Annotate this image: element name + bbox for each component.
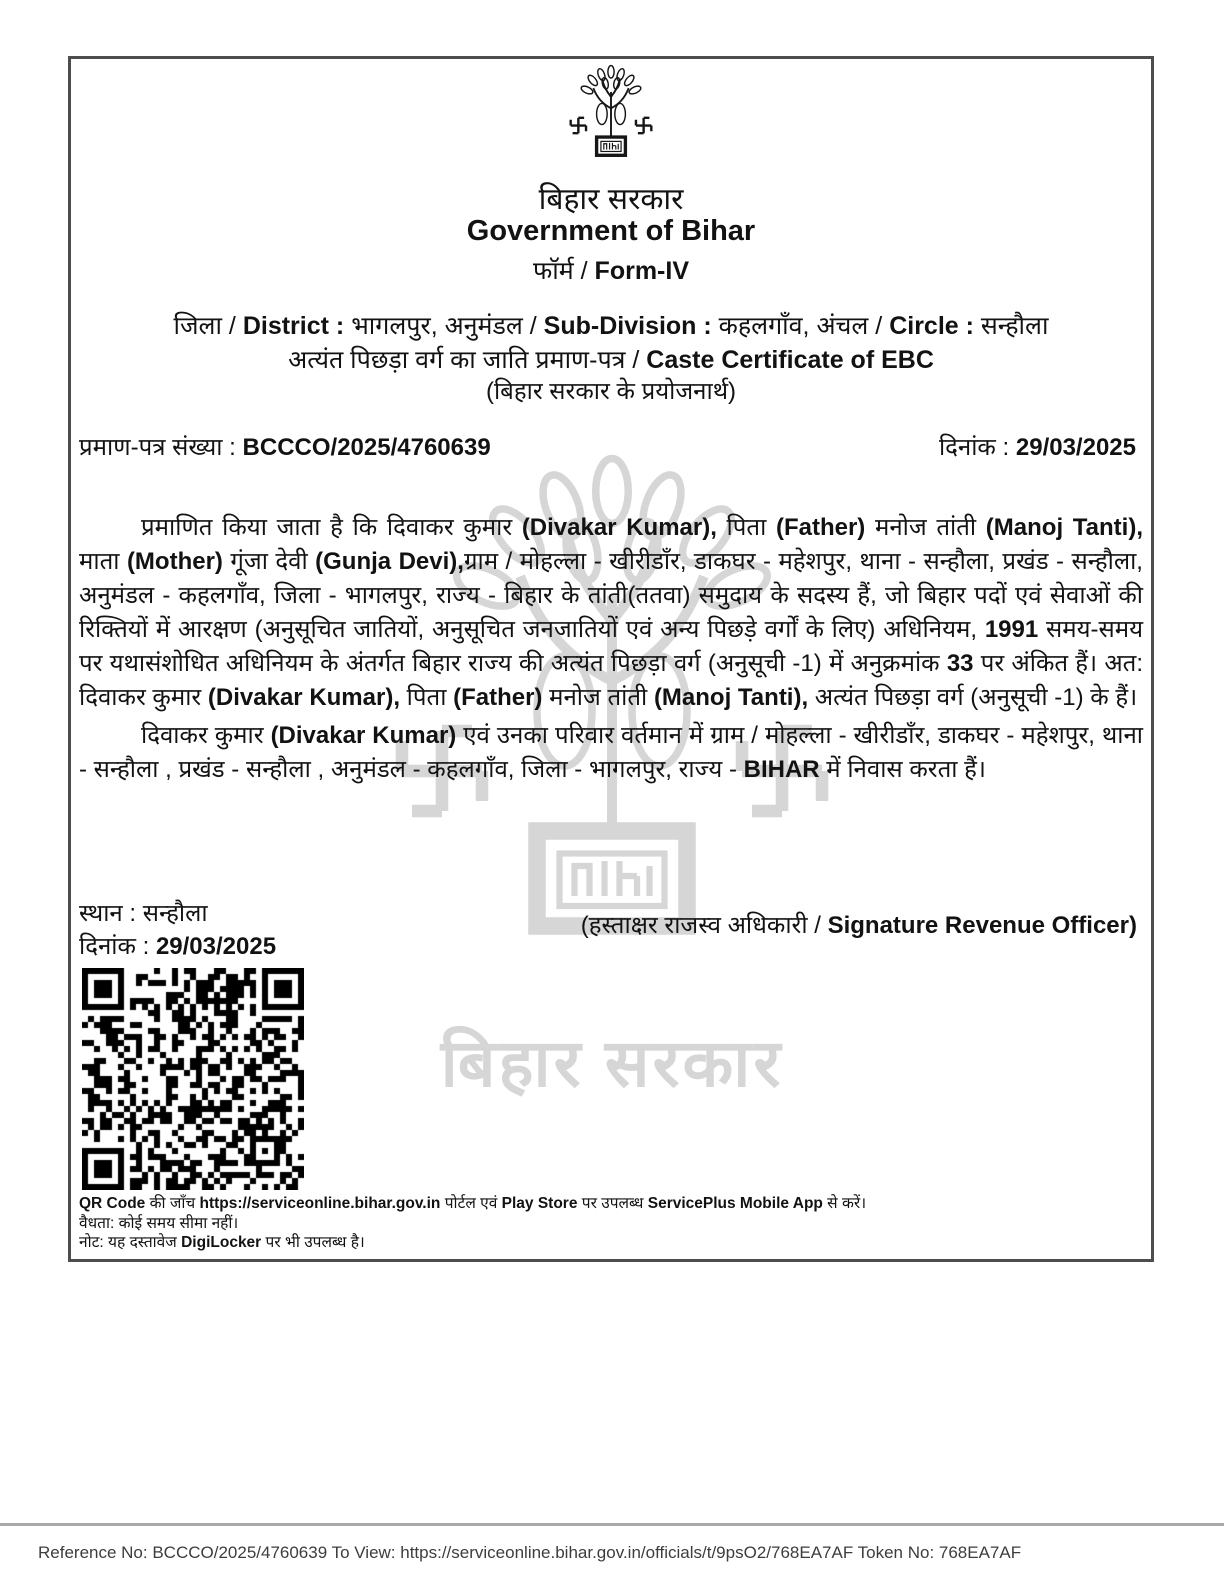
certificate [68, 56, 1154, 1262]
qr-code [82, 968, 304, 1190]
signoff-block [79, 897, 276, 963]
validity-note: वैधता: कोई समय सीमा नहीं। [79, 1214, 239, 1232]
reference-line: Reference No: BCCCO/2025/4760639 To View: https://serviceonline.bihar.gov.in/officials/t/9psO2/768EA7AF Token No: 768EA7AF [38, 1543, 1022, 1562]
footer-separator [0, 1523, 1224, 1526]
place-line: स्थान : सन्हौला [79, 900, 208, 927]
meta-row [79, 430, 1136, 463]
issue-date: दिनांक : 29/03/2025 [938, 434, 1136, 461]
certificate-body-paragraph-1: प्रमाणित किया जाता है कि दिवाकर कुमार (Divakar Kumar), पिता (Father) मनोज तांती (Manoj Tanti), माता (Mother) गूंजा देवी (Gunja Devi),ग्राम / मोहल्ला - खीरीडाँर, डाकघर - महेशपुर, थाना - सन्हौला, प्रखंड - सन्हौला, अनुमंडल - कहलगाँव, जिला - भागलपुर, राज्य - बिहार के तांती(ततवा) समुदाय के सदस्य हैं, जो बिहार पदों एवं सेवाओं की रिक्तियों में आरक्षण (अनुसूचित जातियों, अनुसूचित जनजातियों एवं अन्य पिछड़े वर्गों के लिए) अधिनियम, 1991 समय-समय पर यथासंशोधित अधिनियम के अंतर्गत बिहार राज्य की अत्यंत पिछड़ा वर्ग (अनुसूची -1) में अनुक्रमांक 33 पर अंकित हैं। अत: दिवाकर कुमार (Divakar Kumar), पिता (Father) मनोज तांती (Manoj Tanti), अत्यंत पिछड़ा वर्ग (अनुसूची -1) के हैं। [79, 514, 1144, 711]
certificate-body-paragraph-2: दिवाकर कुमार (Divakar Kumar) एवं उनका परिवार वर्तमान में ग्राम / मोहल्ला - खीरीडाँर, डाकघर - महेशपुर, थाना - सन्हौला , प्रखंड - सन्हौला , अनुमंडल - कहलगाँव, जिला - भागलपुर, राज्य - BIHAR में निवास करता हैं। [79, 722, 1143, 783]
certificate-title: अत्यंत पिछड़ा वर्ग का जाति प्रमाण-पत्र / Caste Certificate of EBC [288, 346, 934, 374]
signoff-date-line: दिनांक : 29/03/2025 [79, 933, 277, 960]
qr-verification-note: QR Code की जाँच https://serviceonline.bihar.gov.in पोर्टल एवं Play Store पर उपलब्ध ServicePlus Mobile App से करें। [79, 1195, 867, 1212]
watermark-text: बिहार सरकार [440, 1026, 784, 1100]
purpose-line: (बिहार सरकार के प्रयोजनार्थ) [485, 378, 737, 405]
government-name-english: Government of Bihar [466, 215, 756, 247]
digilocker-note: नोट: यह दस्तावेज DigiLocker पर भी उपलब्ध है। [79, 1234, 365, 1251]
bihar-emblem-logo-icon [563, 64, 659, 170]
district-subdivision-circle-line: जिला / District : भागलपुर, अनुमंडल / Sub-Division : कहलगाँव, अंचल / Circle : सन्हौला [173, 312, 1049, 340]
government-name-hindi: बिहार सरकार [538, 183, 684, 216]
certificate-number: प्रमाण-पत्र संख्या : BCCCO/2025/4760639 [79, 434, 491, 461]
form-number: फॉर्म / Form-IV [533, 257, 689, 285]
footer-notes [79, 1194, 866, 1253]
signature-line: (हस्ताक्षर राजस्व अधिकारी / Signature Revenue Officer) [580, 912, 1137, 939]
certificate-content [71, 59, 1151, 1259]
